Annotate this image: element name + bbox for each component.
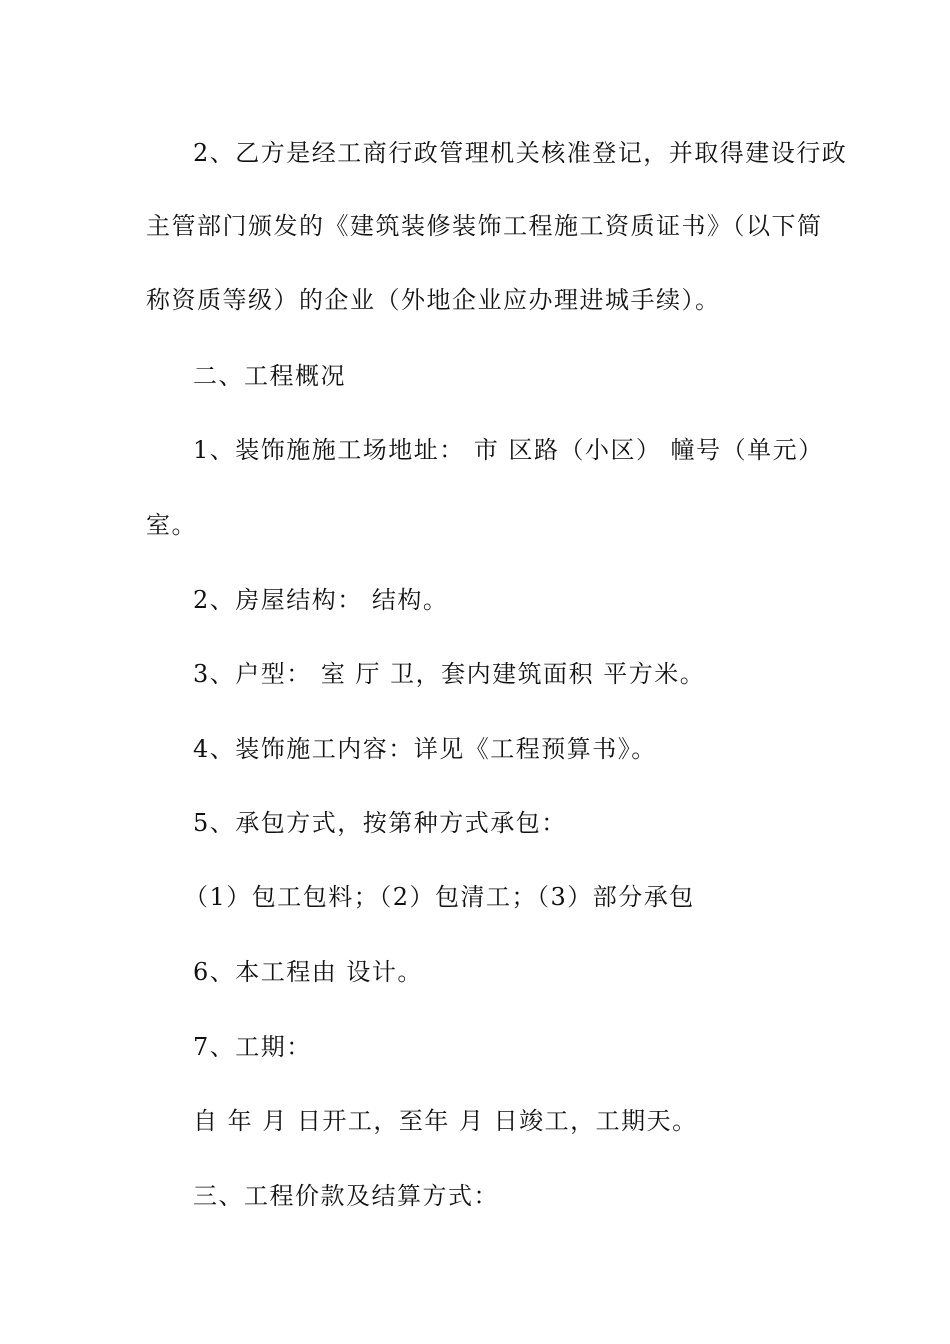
paragraph-line: 1、装饰施施工场地址： 市 区路（小区） 幢号（单元）	[193, 436, 824, 464]
paragraph-line: 6、本工程由 设计。	[193, 958, 423, 986]
paragraph-line: 2、房屋结构： 结构。	[193, 586, 449, 614]
paragraph-line: 7、工期：	[193, 1033, 312, 1061]
paragraph-line: （1）包工包料；（2）包清工；（3）部分承包	[184, 883, 695, 911]
paragraph-line: 5、承包方式，按第种方式承包：	[193, 809, 567, 837]
paragraph-line: 室。	[146, 511, 197, 539]
paragraph-line: 4、装饰施工内容：详见《工程预算书》。	[193, 735, 657, 763]
paragraph-line: 2、乙方是经工商行政管理机关核准登记，并取得建设行政	[193, 139, 848, 167]
paragraph-line: 主管部门颁发的《建筑装修装饰工程施工资质证书》（以下简	[146, 212, 823, 240]
paragraph-line: 自 年 月 日开工，至年 月 日竣工，工期天。	[193, 1107, 698, 1135]
section-heading: 三、工程价款及结算方式：	[193, 1182, 499, 1210]
section-heading: 二、工程概况	[193, 362, 346, 390]
paragraph-line: 称资质等级）的企业（外地企业应办理进城手续）。	[146, 286, 721, 314]
paragraph-line: 3、户型： 室 厅 卫，套内建筑面积 平方米。	[193, 660, 706, 688]
